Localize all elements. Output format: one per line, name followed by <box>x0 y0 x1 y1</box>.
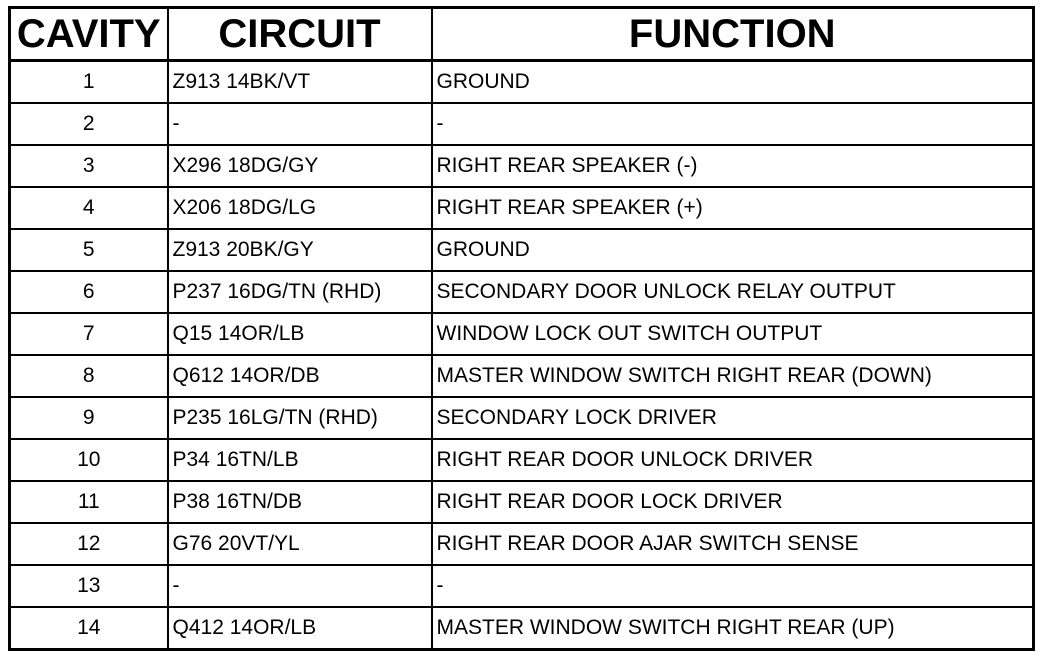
function-cell: RIGHT REAR DOOR UNLOCK DRIVER <box>432 439 1034 481</box>
cavity-cell: 7 <box>10 313 168 355</box>
header-circuit: CIRCUIT <box>168 8 432 61</box>
function-cell: - <box>432 103 1034 145</box>
circuit-cell: P34 16TN/LB <box>168 439 432 481</box>
cavity-cell: 5 <box>10 229 168 271</box>
cavity-cell: 4 <box>10 187 168 229</box>
connector-pinout-table <box>8 6 1035 651</box>
table-row <box>10 397 1034 439</box>
header-function: FUNCTION <box>432 8 1034 61</box>
function-cell: RIGHT REAR DOOR LOCK DRIVER <box>432 481 1034 523</box>
table-row <box>10 565 1034 607</box>
circuit-cell: - <box>168 565 432 607</box>
cavity-cell: 14 <box>10 607 168 650</box>
function-cell: MASTER WINDOW SWITCH RIGHT REAR (UP) <box>432 607 1034 650</box>
circuit-cell: X296 18DG/GY <box>168 145 432 187</box>
cavity-cell: 3 <box>10 145 168 187</box>
circuit-cell: Z913 14BK/VT <box>168 61 432 104</box>
table-row <box>10 271 1034 313</box>
circuit-cell: Q15 14OR/LB <box>168 313 432 355</box>
table-row <box>10 523 1034 565</box>
circuit-cell: Z913 20BK/GY <box>168 229 432 271</box>
cavity-cell: 8 <box>10 355 168 397</box>
table-row <box>10 187 1034 229</box>
function-cell: RIGHT REAR SPEAKER (-) <box>432 145 1034 187</box>
function-cell: RIGHT REAR SPEAKER (+) <box>432 187 1034 229</box>
cavity-cell: 2 <box>10 103 168 145</box>
cavity-cell: 11 <box>10 481 168 523</box>
function-cell: GROUND <box>432 229 1034 271</box>
function-cell: MASTER WINDOW SWITCH RIGHT REAR (DOWN) <box>432 355 1034 397</box>
cavity-cell: 13 <box>10 565 168 607</box>
function-cell: SECONDARY DOOR UNLOCK RELAY OUTPUT <box>432 271 1034 313</box>
circuit-cell: P38 16TN/DB <box>168 481 432 523</box>
table-row <box>10 355 1034 397</box>
table-row <box>10 145 1034 187</box>
cavity-cell: 10 <box>10 439 168 481</box>
table-body <box>10 61 1034 650</box>
circuit-cell: X206 18DG/LG <box>168 187 432 229</box>
cavity-cell: 9 <box>10 397 168 439</box>
table-row <box>10 313 1034 355</box>
function-cell: WINDOW LOCK OUT SWITCH OUTPUT <box>432 313 1034 355</box>
cavity-cell: 6 <box>10 271 168 313</box>
header-cavity: CAVITY <box>10 8 168 61</box>
function-cell: RIGHT REAR DOOR AJAR SWITCH SENSE <box>432 523 1034 565</box>
connector-pinout-table-container <box>8 6 1032 651</box>
table-header <box>10 8 1034 61</box>
circuit-cell: P235 16LG/TN (RHD) <box>168 397 432 439</box>
circuit-cell: - <box>168 103 432 145</box>
function-cell: SECONDARY LOCK DRIVER <box>432 397 1034 439</box>
table-row <box>10 607 1034 650</box>
table-row <box>10 439 1034 481</box>
circuit-cell: Q612 14OR/DB <box>168 355 432 397</box>
circuit-cell: P237 16DG/TN (RHD) <box>168 271 432 313</box>
table-row <box>10 481 1034 523</box>
cavity-cell: 1 <box>10 61 168 104</box>
table-row <box>10 103 1034 145</box>
table-row <box>10 229 1034 271</box>
circuit-cell: G76 20VT/YL <box>168 523 432 565</box>
cavity-cell: 12 <box>10 523 168 565</box>
header-row <box>10 8 1034 61</box>
function-cell: GROUND <box>432 61 1034 104</box>
function-cell: - <box>432 565 1034 607</box>
circuit-cell: Q412 14OR/LB <box>168 607 432 650</box>
table-row <box>10 61 1034 104</box>
